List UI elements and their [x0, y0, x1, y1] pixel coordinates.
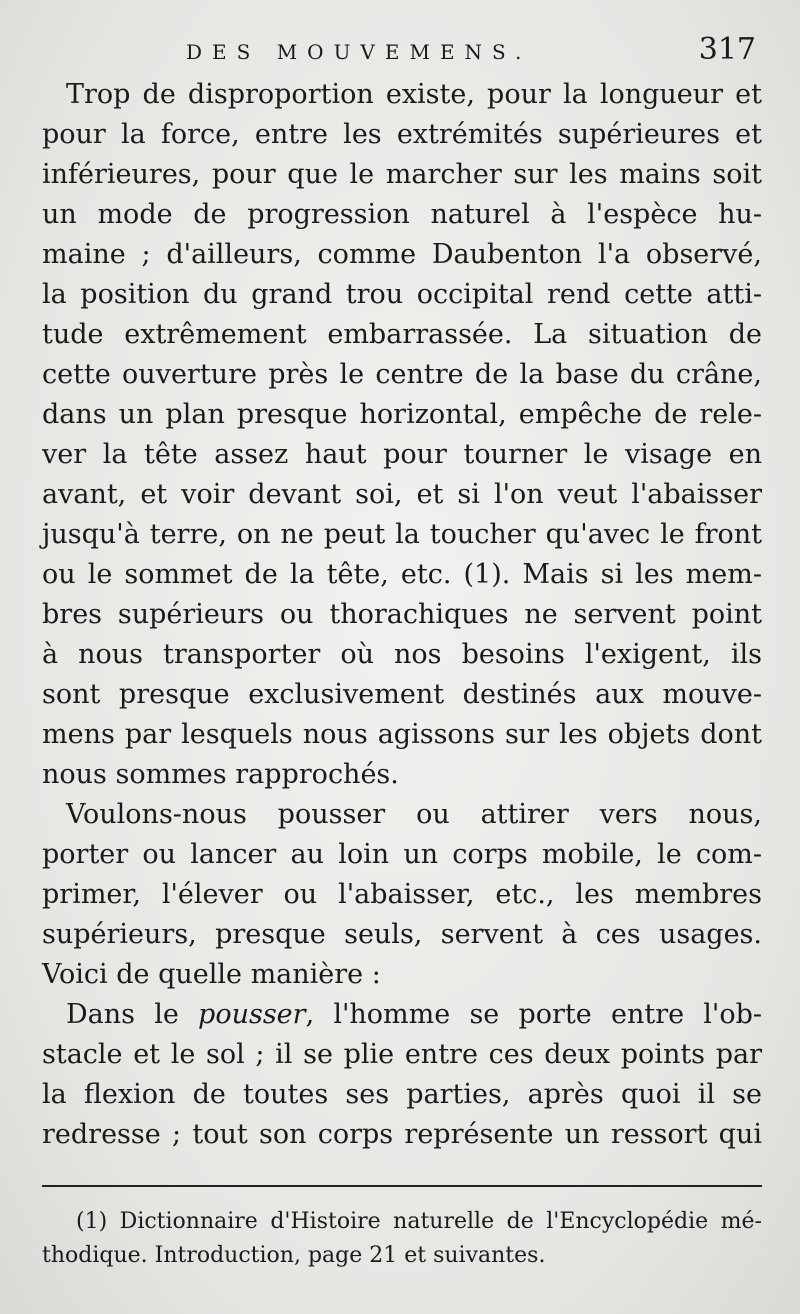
text-line: primer, l'élever ou l'abaisser, etc., les membres: [42, 879, 762, 910]
text-line: bres supérieurs ou thorachiques ne servent point: [42, 599, 762, 630]
text-line: ver la tête assez haut pour tourner le visage en: [42, 439, 762, 470]
text-line: sont presque exclusivement destinés aux mouve-: [42, 679, 762, 710]
text-line: mens par lesquels nous agissons sur les objets dont: [42, 719, 762, 750]
page-number: 317: [698, 32, 756, 67]
text-line: nous sommes rapprochés.: [42, 759, 399, 790]
text-line: cette ouverture près le centre de la base du crâne,: [42, 359, 762, 390]
italic-term: pousser: [198, 999, 306, 1030]
text-fragment: , l'homme se porte entre l'ob-: [305, 999, 762, 1030]
footnote-line: thodique. Introduction, page 21 et suivantes.: [42, 1243, 546, 1268]
page-header: [40, 30, 760, 70]
text-line: Voulons-nous pousser ou attirer vers nous,: [66, 799, 762, 830]
paragraph-2: [42, 795, 762, 995]
footnote: [42, 1205, 762, 1273]
text-line: à nous transporter où nos besoins l'exigent, ils: [42, 639, 762, 670]
text-line: inférieures, pour que le marcher sur les mains soit: [42, 159, 762, 190]
text-line: tude extrêmement embarrassée. La situation de: [42, 319, 762, 350]
running-title: DES MOUVEMENS.: [186, 40, 532, 64]
body-text: [42, 75, 762, 1155]
text-line: la flexion de toutes ses parties, après quoi il se: [42, 1079, 762, 1110]
text-line: Voici de quelle manière :: [42, 959, 381, 990]
text-line: dans un plan presque horizontal, empêche de rele-: [42, 399, 762, 430]
text-line: porter ou lancer au loin un corps mobile, le com-: [42, 839, 762, 870]
text-line: Trop de disproportion existe, pour la longueur et: [66, 79, 762, 110]
paragraph-3: [42, 995, 762, 1155]
text-line: [42, 995, 762, 1035]
text-line: maine ; d'ailleurs, comme Daubenton l'a observé,: [42, 239, 762, 270]
footnote-divider: [42, 1185, 762, 1187]
footnote-line: (1) Dictionnaire d'Histoire naturelle de l'Encyclopédie mé-: [76, 1209, 762, 1234]
text-line: la position du grand trou occipital rend cette atti-: [42, 279, 762, 310]
text-line: avant, et voir devant soi, et si l'on veut l'abaisser: [42, 479, 762, 510]
text-fragment: Dans le: [66, 999, 199, 1030]
text-line: ou le sommet de la tête, etc. (1). Mais si les mem-: [42, 559, 762, 590]
text-line: stacle et le sol ; il se plie entre ces deux points par: [42, 1039, 762, 1070]
text-line: jusqu'à terre, on ne peut la toucher qu'avec le front: [42, 519, 762, 550]
text-line: pour la force, entre les extrémités supérieures et: [42, 119, 762, 150]
text-line: supérieurs, presque seuls, servent à ces usages.: [42, 919, 762, 950]
text-line: redresse ; tout son corps représente un ressort qui: [42, 1119, 762, 1150]
paragraph-1: [42, 75, 762, 795]
text-line: un mode de progression naturel à l'espèce hu-: [42, 199, 762, 230]
